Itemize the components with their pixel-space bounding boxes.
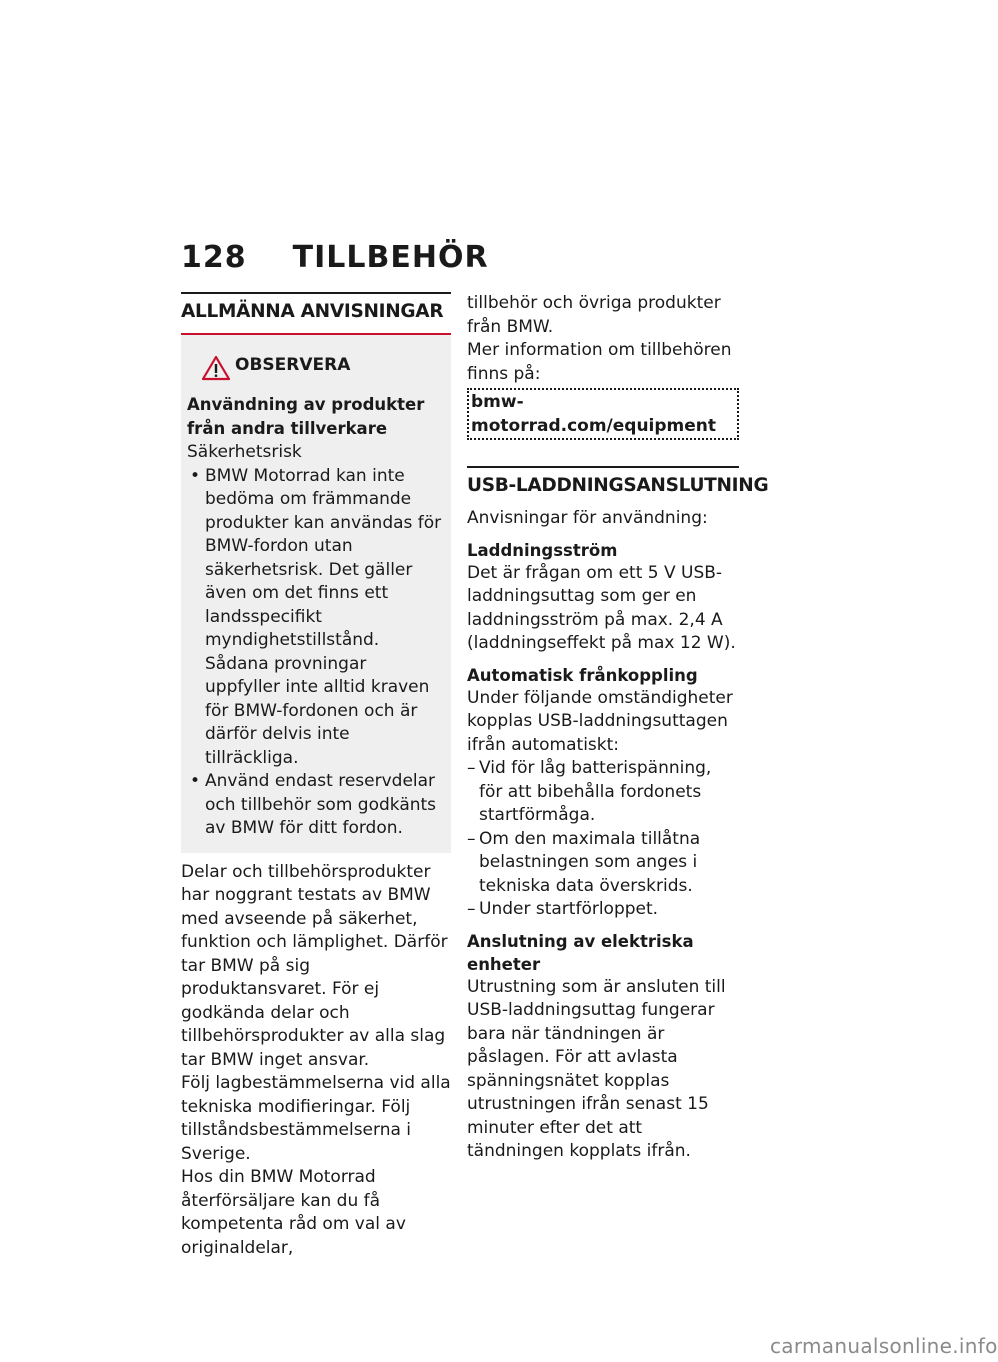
devices-title: Anslutning av elektriska enheter bbox=[467, 931, 694, 974]
paragraph-continuation: tillbehör och övriga produkter från BMW. bbox=[467, 293, 721, 337]
warning-bullet: • Använd endast reservdelar och tillbehör som godkänts av BMW för ditt fordon. bbox=[187, 770, 443, 841]
watermark: carmanualsonline.info bbox=[770, 1334, 998, 1358]
equipment-link[interactable]: bmw-motorrad.com/equipment bbox=[467, 388, 739, 440]
info-text: Mer information om tillbehören finns på: bbox=[467, 340, 732, 384]
page-header bbox=[181, 240, 489, 275]
warning-triangle-icon bbox=[201, 355, 231, 381]
warning-risk: Säkerhetsrisk bbox=[187, 442, 302, 462]
charge-text: Det är frågan om ett 5 V USB-laddningsuttag som ger en laddningsström på max. 2,4 A (laddningseffekt på max 12 W). bbox=[467, 562, 736, 653]
auto-off-text: Under följande omständigheter kopplas USB-laddningsuttagen ifrån automatiskt: bbox=[467, 687, 733, 755]
auto-off-item: – Vid för låg batterispänning, för att bibehålla fordonets startförmåga. bbox=[467, 757, 739, 828]
left-column bbox=[181, 292, 451, 1260]
auto-off-item: – Om den maximala tillåtna belastningen som anges i tekniska data överskrids. bbox=[467, 828, 739, 899]
warning-box bbox=[181, 333, 451, 853]
paragraph: Hos din BMW Motorrad återförsäljare kan du få kompetenta råd om val av originaldelar, bbox=[181, 1167, 406, 1258]
devices-text: Utrustning som är ansluten till USB-laddningsuttag fungerar bara när tändningen är påslagen. För att avlasta spänningsnätet kopplas utrustningen ifrån senast 15 minuter efter det att tändningen kopplats ifrån. bbox=[467, 976, 726, 1161]
paragraph: Följ lagbestämmelserna vid alla tekniska modifieringar. Följ tillståndsbestämmelserna i Sverige. bbox=[181, 1073, 451, 1164]
charge-title: Laddningsström bbox=[467, 540, 618, 560]
page-number: 128 bbox=[181, 240, 247, 275]
right-column bbox=[467, 292, 769, 1164]
usb-intro: Anvisningar för användning: bbox=[467, 508, 708, 528]
warning-bullet: • BMW Motorrad kan inte bedöma om främmande produkter kan användas för BMW-fordon utan säkerhetsrisk. Det gäller även om det finns ett landsspecifikt myndighetstillstånd. Sådana provningar uppfyller inte alltid kraven för BMW-fordonen och är därför delvis inte tillräckliga. bbox=[187, 465, 443, 771]
section-title-usb: USB-LADDNINGSANSLUTNING bbox=[467, 466, 739, 507]
warning-subtitle: Användning av produkter från andra tillverkare bbox=[187, 395, 425, 438]
section-title-general: ALLMÄNNA ANVISNINGAR bbox=[181, 292, 451, 333]
auto-off-title: Automatisk frånkoppling bbox=[467, 665, 698, 685]
warning-header bbox=[187, 353, 443, 393]
warning-label: OBSERVERA bbox=[235, 355, 351, 375]
auto-off-item: – Under startförloppet. bbox=[467, 898, 739, 922]
chapter-title: TILLBEHÖR bbox=[292, 240, 489, 275]
paragraph: Delar och tillbehörsprodukter har noggrant testats av BMW med avseende på säkerhet, funktion och lämplighet. Därför tar BMW på sig produktansvaret. För ej godkända delar och tillbehörsprodukter av alla slag tar BMW inget ansvar. bbox=[181, 861, 448, 1070]
